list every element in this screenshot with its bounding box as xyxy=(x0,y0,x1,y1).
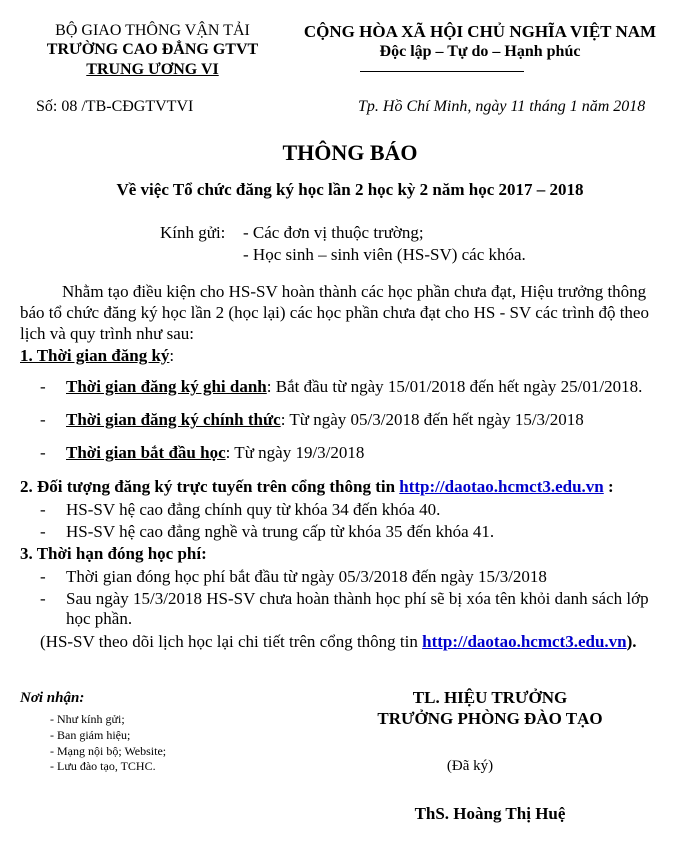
recipient-item: - Các đơn vị thuộc trường; xyxy=(243,223,424,242)
list-item: - Sau ngày 15/3/2018 HS-SV chưa hoàn thành học phí sẽ bị xóa tên khỏi danh sách lớp xyxy=(40,589,649,608)
document-subtitle: Về việc Tổ chức đăng ký học lần 2 học kỳ 2 năm học 2017 – 2018 xyxy=(116,180,584,199)
intro-line-2: báo tổ chức đăng ký học lần 2 (học lại) các học phần chưa đạt cho HS - SV các trình độ theo xyxy=(20,303,649,322)
school-name-line1: TRƯỜNG CAO ĐẲNG GTVT xyxy=(46,41,259,58)
list-item: - Thời gian đăng ký chính thức: Từ ngày 05/3/2018 đến hết ngày 15/3/2018 xyxy=(40,410,584,429)
portal-link[interactable]: http://daotao.hcmct3.edu.vn xyxy=(399,477,604,496)
signature-title-1: TL. HIỆU TRƯỞNG xyxy=(412,688,568,707)
section-3-heading: 3. Thời hạn đóng học phí: xyxy=(20,544,207,563)
portal-note: (HS-SV theo dõi lịch học lại chi tiết trên cổng thông tin http://daotao.hcmct3.edu.vn). xyxy=(40,632,637,651)
item-label: Thời gian bắt đầu học xyxy=(66,443,226,462)
list-item: - HS-SV hệ cao đẳng chính quy từ khóa 34 đến khóa 40. xyxy=(40,500,441,519)
section-1-title: 1. Thời gian đăng ký xyxy=(20,346,170,365)
item-label: Thời gian đăng ký chính thức xyxy=(66,410,281,429)
list-item-continuation: học phần. xyxy=(66,609,133,628)
item-label: Thời gian đăng ký ghi danh xyxy=(66,377,267,396)
signed-mark: (Đã ký) xyxy=(446,758,494,774)
section-1-heading: 1. Thời gian đăng ký: xyxy=(20,346,175,365)
document-number: Số: 08 /TB-CĐGTVTVI xyxy=(36,98,194,115)
recipients-list-label: Nơi nhận: xyxy=(20,690,85,706)
recipients-list-item: - Như kính gửi; xyxy=(50,712,125,726)
intro-line-1: Nhằm tạo điều kiện cho HS-SV hoàn thành các học phần chưa đạt, Hiệu trưởng thông xyxy=(62,282,647,301)
section-2-heading: 2. Đối tượng đăng ký trực tuyến trên cổng thông tin http://daotao.hcmct3.edu.vn : xyxy=(20,477,614,496)
recipients-list-item: - Mạng nội bộ; Website; xyxy=(50,744,167,758)
list-item: - Thời gian bắt đầu học: Từ ngày 19/3/2018 xyxy=(40,443,365,462)
motto-underline xyxy=(360,71,524,72)
recipients-list-item: - Lưu đào tạo, TCHC. xyxy=(50,759,156,773)
signature-title-2: TRƯỞNG PHÒNG ĐÀO TẠO xyxy=(377,709,603,728)
section-2-title: 2. Đối tượng đăng ký trực tuyến trên cổng thông tin xyxy=(20,477,400,496)
list-item: - Thời gian đóng học phí bắt đầu từ ngày 05/3/2018 đến ngày 15/3/2018 xyxy=(40,567,547,586)
place-date: Tp. Hồ Chí Minh, ngày 11 tháng 1 năm 2018 xyxy=(358,98,646,115)
recipients-list-item: - Ban giám hiệu; xyxy=(50,728,131,742)
list-item: - HS-SV hệ cao đẳng nghề và trung cấp từ khóa 35 đến khóa 41. xyxy=(40,522,495,541)
recipient-item: - Học sinh – sinh viên (HS-SV) các khóa. xyxy=(243,245,526,264)
portal-link[interactable]: http://daotao.hcmct3.edu.vn xyxy=(422,632,627,651)
school-name-line2: TRUNG ƯƠNG VI xyxy=(86,61,219,78)
nation-title: CỘNG HÒA XÃ HỘI CHỦ NGHĨA VIỆT NAM xyxy=(303,22,657,41)
motto: Độc lập – Tự do – Hạnh phúc xyxy=(379,43,581,60)
signer-name: ThS. Hoàng Thị Huệ xyxy=(414,804,566,823)
intro-line-3: lịch và quy trình như sau: xyxy=(20,324,194,343)
recipients-label: Kính gửi: xyxy=(160,223,226,242)
document-title: THÔNG BÁO xyxy=(282,140,418,165)
list-item: - Thời gian đăng ký ghi danh: Bắt đầu từ ngày 15/01/2018 đến hết ngày 25/01/2018. xyxy=(40,377,643,396)
ministry-name: BỘ GIAO THÔNG VẬN TẢI xyxy=(55,22,250,39)
